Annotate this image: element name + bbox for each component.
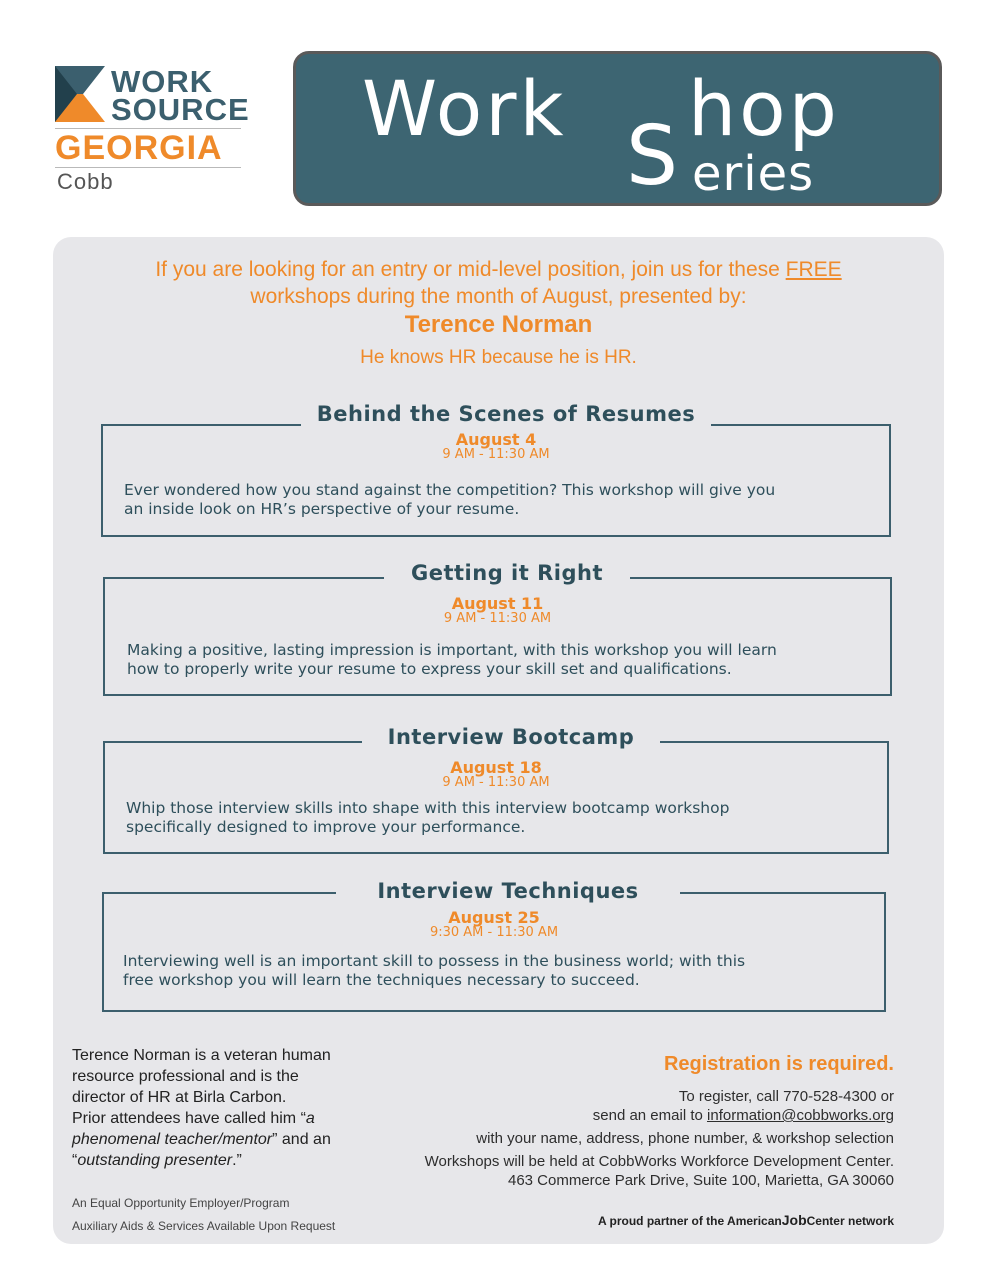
- bio-line-4-em: a: [305, 1110, 315, 1127]
- logo-line-cobb: Cobb: [57, 169, 114, 194]
- workshop-title-3: Interview Bootcamp: [362, 725, 660, 749]
- workshop-desc-4-line1: Interviewing well is an important skill to possess in the business world; with this: [123, 952, 746, 970]
- partner-suffix: network: [844, 1214, 894, 1228]
- logo-rule-bottom: [55, 167, 241, 168]
- workshop-date-2: August 11: [451, 594, 544, 613]
- workshop-date-1: August 4: [455, 430, 537, 449]
- workshop-series-banner: [293, 51, 942, 206]
- workshop-desc-4-line2: free workshop you will learn the techniques necessary to succeed.: [123, 971, 640, 989]
- workshop-time-4: 9:30 AM - 11:30 AM: [429, 925, 559, 940]
- bio-line-1: Terence Norman is a veteran human: [72, 1047, 331, 1064]
- free-text: FREE: [785, 258, 842, 281]
- banner-word-work: Work: [362, 64, 567, 153]
- logo-line-georgia: GEORGIA: [55, 129, 223, 167]
- bio-line-2: resource professional and is the: [72, 1068, 299, 1085]
- email-link[interactable]: information@cobbworks.org: [707, 1107, 894, 1124]
- register-email-prefix: send an email to: [592, 1107, 708, 1124]
- americanjobcenter-partner: [598, 1212, 894, 1228]
- workshop-desc-2-line1: Making a positive, lasting impression is important, with this workshop you will learn: [127, 641, 777, 659]
- banner-word-eries: eries: [692, 146, 815, 202]
- bio-line-5-em: phenomenal teacher/mentor: [72, 1131, 273, 1148]
- intro-line1: If you are looking for an entry or mid-level position, join us for these: [155, 258, 786, 281]
- bio-line-6-em: outstanding presenter: [77, 1152, 233, 1169]
- intro-line2: workshops during the month of August, presented by:: [250, 285, 747, 308]
- banner-letter-s: S: [626, 109, 679, 204]
- presenter-bio: [72, 1045, 372, 1171]
- presenter-tagline: He knows HR because he is HR.: [360, 347, 637, 368]
- worksource-georgia-logo: [55, 64, 250, 196]
- workshop-title-4: Interview Techniques: [336, 879, 680, 903]
- registration-heading: Registration is required.: [663, 1053, 894, 1075]
- logo-line-work: WORK: [111, 64, 214, 99]
- banner-word-hop: hop: [688, 64, 840, 153]
- workshop-time-2: 9 AM - 11:30 AM: [443, 611, 552, 626]
- workshop-desc-1: [124, 481, 884, 519]
- logo-line-source: SOURCE: [111, 92, 250, 127]
- workshop-desc-3: [126, 799, 886, 837]
- bio-line-6-post: .”: [232, 1152, 242, 1169]
- register-email-line: [593, 1107, 894, 1124]
- register-details-line: with your name, address, phone number, & workshop selection: [476, 1130, 894, 1147]
- partner-prefix: A proud partner of the: [597, 1214, 728, 1228]
- workshop-desc-3-line1: Whip those interview skills into shape with this interview bootcamp workshop: [126, 799, 730, 817]
- workshop-time-1: 9 AM - 11:30 AM: [442, 447, 550, 462]
- workshop-time-3: 9 AM - 11:30 AM: [442, 775, 550, 790]
- register-call-line: To register, call 770-528-4300 or: [678, 1088, 894, 1105]
- workshop-title-2: Getting it Right: [384, 561, 630, 585]
- workshop-date-4: August 25: [448, 908, 540, 927]
- workshop-desc-2: [127, 641, 887, 679]
- venue-line: Workshops will be held at CobbWorks Workforce Development Center.: [424, 1153, 894, 1170]
- presenter-name: Terence Norman: [404, 311, 593, 338]
- workshop-date-3: August 18: [450, 758, 542, 777]
- bio-line-3: director of HR at Birla Carbon.: [72, 1089, 287, 1106]
- address-line: 463 Commerce Park Drive, Suite 100, Marietta, GA 30060: [507, 1172, 894, 1189]
- bio-line-6-pre: “: [72, 1152, 78, 1169]
- workshop-desc-2-line2: how to properly write your resume to express your skill set and qualifications.: [127, 660, 732, 678]
- logo-mark-icon: [55, 66, 105, 122]
- intro-text: [53, 256, 944, 310]
- partner-brand-job: Job: [781, 1212, 807, 1228]
- workshop-title-1: Behind the Scenes of Resumes: [301, 402, 711, 426]
- bio-line-5: ” and an: [272, 1131, 331, 1148]
- workshop-desc-1-line1: Ever wondered how you stand against the competition? This workshop will give you: [124, 481, 776, 499]
- bio-line-4: Prior attendees have called him “: [72, 1110, 306, 1127]
- eeo-statement: An Equal Opportunity Employer/Program: [72, 1196, 290, 1210]
- workshop-desc-1-line2: an inside look on HR’s perspective of your resume.: [124, 500, 520, 518]
- workshop-desc-4: [123, 952, 883, 990]
- auxiliary-aids-statement: Auxiliary Aids & Services Available Upon Request: [72, 1219, 336, 1233]
- workshop-desc-3-line2: specifically designed to improve your performance.: [126, 818, 526, 836]
- partner-brand-center: Center: [806, 1214, 845, 1228]
- partner-brand-american: American: [727, 1214, 782, 1228]
